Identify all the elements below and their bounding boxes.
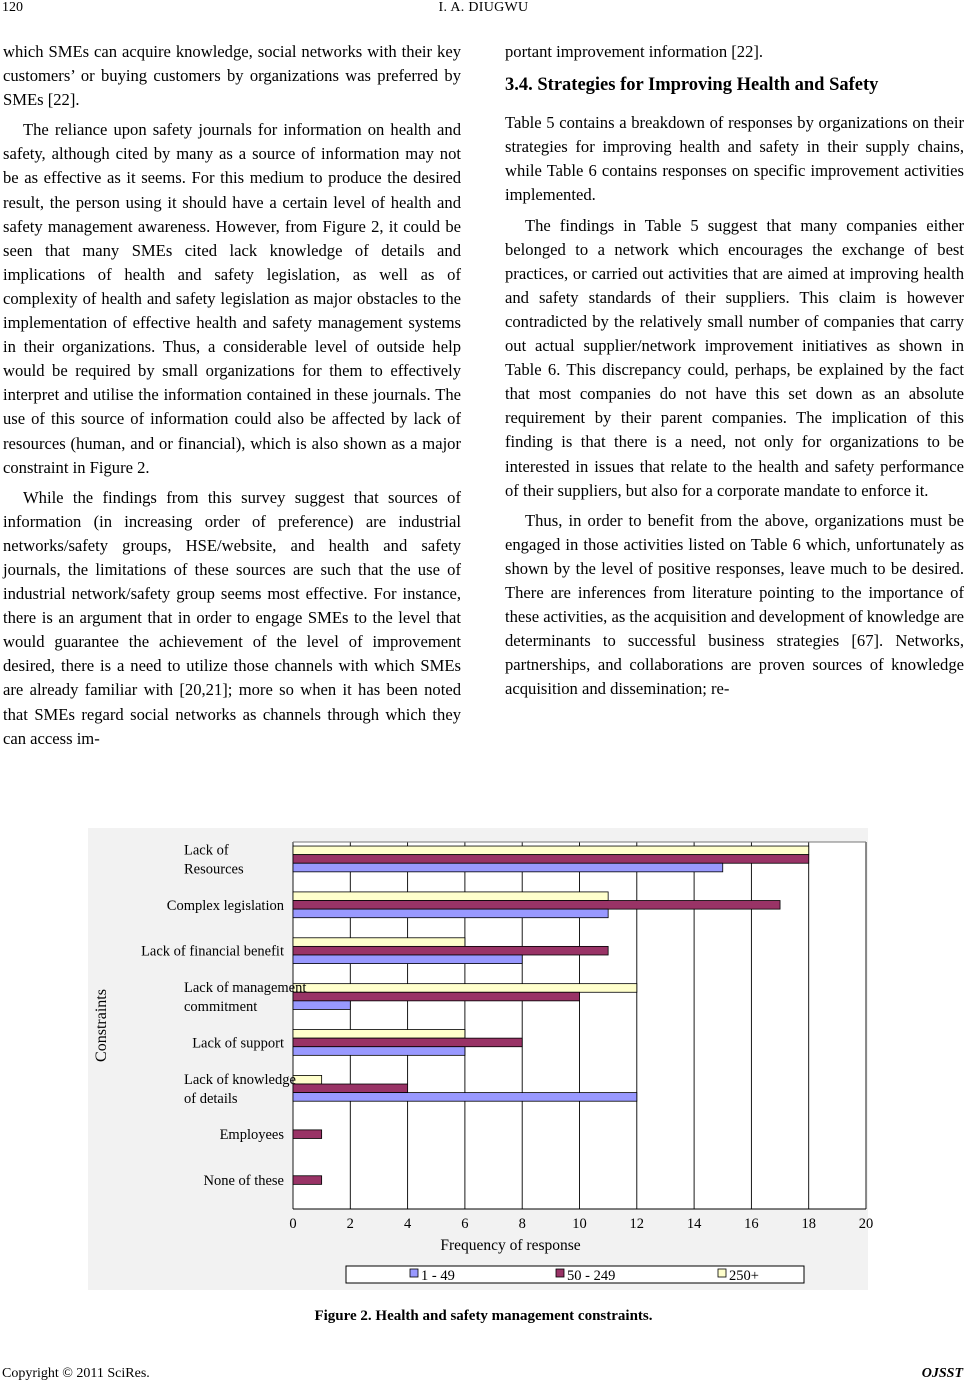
bar	[293, 1047, 465, 1056]
bar	[293, 1001, 350, 1010]
bar	[293, 955, 522, 964]
running-header-author: I. A. DIUGWU	[438, 0, 529, 15]
paragraph: The reliance upon safety journals for information on health and safety, although cited by many as a source of information may not be as effective as it seems. For this medium to produce the desired result, the person using it should have a certain level of health and safety management awareness. However, from Figure 2, it could be seen that many SMEs cited lack knowledge of details and implications of health and safety legislation, as well as of complexity of health and safety legislation as major obstacles to the implementation of effective health and safety management systems in their organizations. Thus, a considerable level of outside help would be required by small organizations for them to effectively interpret and utilise the information contained in these journals. The use of this source of information could also be affected by lack of resources (human, and or financial), which is also shown as a major constraint in Figure 2.	[3, 120, 461, 477]
x-tick-label: 14	[686, 1216, 702, 1232]
x-tick-label: 2	[346, 1216, 354, 1232]
bar	[293, 938, 465, 947]
legend-swatch	[410, 1269, 418, 1277]
bar	[293, 1084, 408, 1093]
bar	[293, 846, 809, 855]
paragraph: While the findings from this survey suggest that sources of information (in increasing order of preference) are industrial networks/safety groups, HSE/website, and health and safety journals, the limitations of these sources are such that the use of industrial network/safety group seems most effective. For instance, there is an argument that in order to engage SMEs to the level that would guarantee the achievement of the level of improvement desired, there is a need to utilize those channels with which SMEs are already familiar with [20,21]; more so when it has been noted that SMEs regard social networks as channels through which they can access im-	[3, 487, 461, 748]
x-tick-label: 8	[518, 1216, 526, 1232]
footer-copyright: Copyright © 2011 SciRes.	[2, 1366, 150, 1381]
bar	[293, 1075, 322, 1084]
x-tick-label: 20	[858, 1216, 874, 1232]
bar	[293, 992, 580, 1001]
category-label: commitment	[184, 999, 258, 1016]
legend-label: 1 - 49	[421, 1268, 455, 1284]
category-label: Lack of knowledge	[184, 1071, 296, 1088]
legend-swatch	[718, 1269, 726, 1277]
bar	[293, 946, 608, 955]
left-column	[3, 40, 461, 757]
x-tick-label: 12	[629, 1216, 645, 1232]
x-axis-title: Frequency of response	[440, 1237, 581, 1254]
category-label: of details	[184, 1090, 238, 1107]
category-label: Lack of management	[184, 980, 307, 997]
legend-label: 50 - 249	[567, 1268, 616, 1284]
bar	[293, 863, 723, 872]
category-label: None of these	[203, 1173, 284, 1190]
paragraph: Thus, in order to benefit from the above, organizations must be engaged in those activities listed on Table 6 which, unfortunately as shown by the level of positive responses, leave much to be desired. There are inferences from literature pointing to the importance of these activities, as the acquisition and development of knowledge are determinants to successful business strategies [67]. Networks, partnerships, and collaborations are proven sources of knowledge acquisition and dissemination; re-	[505, 510, 964, 699]
category-label: Lack of support	[192, 1035, 284, 1052]
x-tick-label: 6	[461, 1216, 469, 1232]
category-label: Lack of	[184, 842, 229, 859]
bar	[293, 984, 637, 993]
bar	[293, 1030, 465, 1039]
bar	[293, 1130, 322, 1139]
right-column	[505, 40, 964, 707]
category-label: Lack of financial benefit	[141, 943, 284, 960]
paragraph: which SMEs can acquire knowledge, social networks with their key customers’ or buying customers by organizations was preferred by SMEs [22].	[3, 42, 461, 110]
section-heading: 3.4. Strategies for Improving Health and Safety	[505, 75, 879, 96]
bar	[293, 1038, 522, 1047]
figure-caption: Figure 2. Health and safety management constraints.	[314, 1308, 653, 1324]
footer-journal: OJSST	[921, 1366, 963, 1381]
paragraph: portant improvement information [22].	[505, 42, 764, 61]
x-tick-label: 10	[572, 1216, 587, 1232]
x-tick-label: 4	[403, 1216, 412, 1232]
category-label: Complex legislation	[166, 897, 284, 914]
category-label: Employees	[219, 1127, 284, 1144]
y-axis-title: Constraints	[93, 989, 110, 1062]
bar	[293, 1176, 322, 1185]
constraints-bar-chart	[88, 828, 874, 1290]
bar	[293, 901, 780, 910]
bar	[293, 855, 809, 864]
x-tick-label: 18	[801, 1216, 816, 1232]
legend-label: 250+	[729, 1268, 759, 1284]
x-tick-label: 16	[744, 1216, 759, 1232]
figure-2-chart	[88, 828, 874, 1290]
paragraph: Table 5 contains a breakdown of responses by organizations on their strategies for improving health and safety in their supply chains, while Table 6 contains responses on specific improvement activities implemented.	[505, 113, 964, 205]
legend-swatch	[556, 1269, 564, 1277]
paragraph: The findings in Table 5 suggest that many companies either belonged to a network which encourages the exchange of best practices, or carried out activities that are aimed at improving health and safety standards of their suppliers. This claim is however contradicted by the relatively small number of companies that carry out actual supplier/network improvement initiatives as shown in Table 6. This discrepancy could, perhaps, be explained by the fact that most companies do not have this set down as an absolute requirement by their parent companies. The implication of this finding is that there is a need, not only for organizations to be interested in issues that relate to the health and safety performance of their suppliers, but also for a corporate mandate to enforce it.	[505, 215, 964, 500]
bar	[293, 909, 608, 918]
category-label: Resources	[184, 861, 244, 878]
bar	[293, 892, 608, 901]
page-number: 120	[2, 0, 23, 15]
bar	[293, 1093, 637, 1102]
x-tick-label: 0	[289, 1216, 297, 1232]
